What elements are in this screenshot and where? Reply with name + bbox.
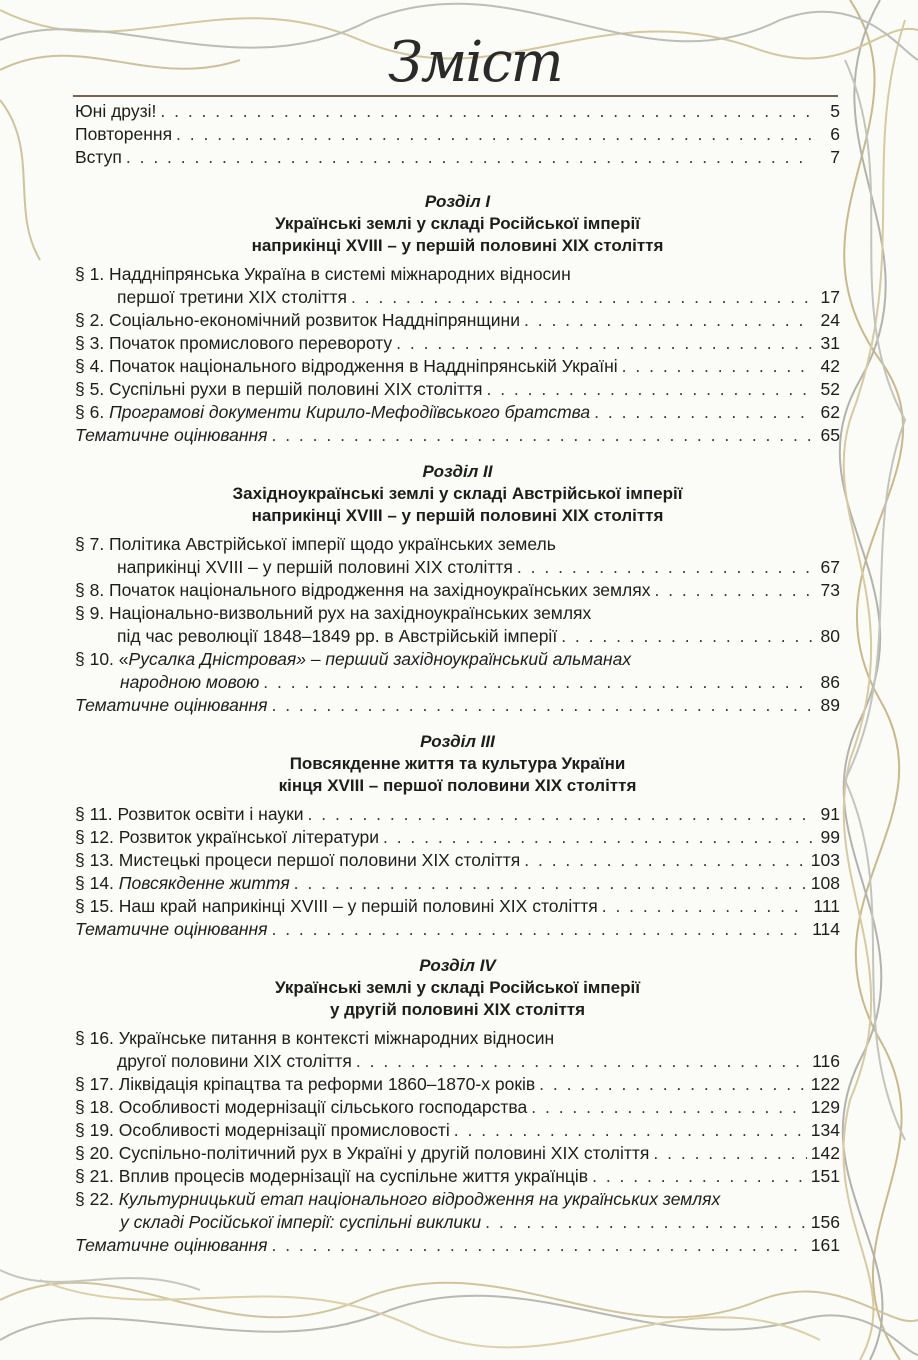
section-title-line: у другій половині XIX століття [329, 1000, 586, 1019]
entry-prefix: § 14. [75, 873, 119, 893]
entry-title: § 18. Особливості модернізації сільського господарства [75, 1097, 528, 1117]
entry-label [75, 1096, 527, 1119]
table-of-contents [75, 100, 840, 1257]
leader-dots [294, 872, 807, 895]
section-title-line: Українські землі у складі Російської імперії [275, 214, 640, 233]
leader-dots [351, 286, 812, 309]
entry-title: § 12. Розвиток української літератури [75, 827, 379, 847]
page-title: Зміст [388, 30, 562, 95]
toc-entry [75, 1234, 840, 1257]
page-number: 91 [820, 804, 840, 824]
entry-title-line2: першої третини XIX століття [117, 287, 348, 307]
entry-prefix: § 22. [75, 1189, 119, 1209]
entry-title-line2: народною мовою [120, 672, 260, 692]
entry-title: Культурницький етап національного відродження на українських землях [118, 1189, 721, 1209]
entry-label [75, 579, 650, 602]
section-number: Розділ I [424, 192, 491, 211]
entry-label [75, 694, 267, 717]
entry-title: Тематичне оцінювання [75, 1235, 268, 1255]
leader-dots [524, 309, 812, 332]
toc-entry [75, 1073, 840, 1096]
leader-dots [271, 694, 812, 717]
entry-label [75, 895, 598, 918]
entry-title-line2: наприкінці XVIII – у першій половині XIX століття [117, 557, 513, 577]
leader-dots [308, 803, 812, 826]
toc-entry [75, 378, 840, 401]
page-number: 17 [820, 287, 840, 307]
toc-entry [75, 355, 840, 378]
toc-entry [75, 1211, 840, 1234]
toc-entry [75, 123, 840, 146]
entry-title: § 17. Ліквідація кріпацтва та реформи 1860–1870-х років [75, 1074, 536, 1094]
leader-dots [592, 1165, 807, 1188]
toc-entry [75, 424, 840, 447]
leader-dots [454, 1119, 807, 1142]
entry-label [75, 872, 290, 895]
toc-entry [75, 671, 840, 694]
page-number: 67 [820, 557, 840, 577]
leader-dots [271, 1234, 806, 1257]
section-header [75, 461, 840, 527]
page-number: 6 [830, 124, 840, 144]
section-header [75, 191, 840, 257]
entry-prefix: § 10. « [75, 649, 129, 669]
title-rule [73, 95, 838, 97]
page-number: 62 [820, 402, 840, 422]
leader-dots [602, 895, 810, 918]
entry-label [75, 401, 590, 424]
section-title-line: наприкінці XVIII – у першій половині XIX століття [251, 236, 664, 255]
entry-first-line [75, 533, 840, 556]
entry-title: § 11. Розвиток освіти і науки [75, 804, 304, 824]
toc-entry [75, 1096, 840, 1119]
leader-dots [539, 1073, 807, 1096]
entry-label [75, 1073, 535, 1096]
entry-label [75, 849, 520, 872]
entry-title: Тематичне оцінювання [75, 919, 268, 939]
entry-title: Тематичне оцінювання [75, 695, 268, 715]
entry-title: § 16. Українське питання в контексті міжнародних відносин [75, 1028, 555, 1048]
entry-title: § 2. Соціально-економічний розвиток Наддніпрянщини [75, 310, 520, 330]
page-number: 151 [810, 1166, 840, 1186]
page-number: 116 [812, 1051, 840, 1071]
entry-first-line [75, 648, 840, 671]
entry-title: § 3. Початок промислового перевороту [75, 333, 393, 353]
entry-title: § 5. Суспільні рухи в першій половині XIX століття [75, 379, 483, 399]
toc-entry [75, 332, 840, 355]
toc-entry [75, 579, 840, 602]
toc-entry [75, 146, 840, 169]
entry-title: § 1. Наддніпрянська Україна в системі міжнародних відносин [75, 264, 571, 284]
toc-entry [75, 1119, 840, 1142]
page-number: 31 [820, 333, 840, 353]
entry-first-line [75, 1027, 840, 1050]
leader-dots [356, 1050, 808, 1073]
page-number: 99 [820, 827, 840, 847]
toc-entry [75, 826, 840, 849]
entry-first-line [75, 602, 840, 625]
entry-label: Вступ [75, 147, 122, 167]
entry-label [75, 1142, 649, 1165]
page-number: 65 [820, 425, 840, 445]
leader-dots [531, 1096, 807, 1119]
entry-label [75, 671, 259, 694]
leader-dots [485, 1211, 807, 1234]
page-number: 52 [820, 379, 840, 399]
toc-entry [75, 1050, 840, 1073]
leader-dots [622, 355, 812, 378]
leader-dots [524, 849, 807, 872]
section-title-line: Повсякденне життя та культура України [289, 754, 626, 773]
entry-label [75, 918, 267, 941]
page-number: 73 [820, 580, 840, 600]
entry-label: Повторення [75, 124, 173, 144]
entry-title: § 9. Національно-визвольний рух на західноукраїнських землях [75, 603, 592, 623]
entry-label [75, 355, 618, 378]
toc-entry [75, 849, 840, 872]
page-number: 89 [820, 695, 840, 715]
page-number: 7 [830, 147, 840, 167]
entry-title: § 4. Початок національного відродження в Наддніпрянській Україні [75, 356, 618, 376]
section-number: Розділ II [422, 462, 493, 481]
entry-label: Юні друзі! [75, 101, 157, 121]
leader-dots [176, 123, 812, 146]
entry-prefix: § 6. [75, 402, 110, 422]
entry-title: Повсякденне життя [118, 873, 290, 893]
leader-dots [396, 332, 812, 355]
page-number: 161 [810, 1235, 840, 1255]
page-number: 103 [810, 850, 840, 870]
page-number: 108 [810, 873, 840, 893]
section-number: Розділ IV [419, 956, 496, 975]
page-number: 114 [812, 919, 840, 939]
page-number: 86 [820, 672, 840, 692]
toc-entry [75, 309, 840, 332]
leader-dots [263, 671, 812, 694]
section-title-line: Західноукраїнські землі у складі Австрійської імперії [232, 484, 683, 503]
leader-dots [271, 424, 812, 447]
toc-entry [75, 694, 840, 717]
entry-label [75, 286, 347, 309]
page-number: 156 [810, 1212, 840, 1232]
entry-label [75, 378, 482, 401]
entry-title: § 8. Початок національного відродження на західноукраїнських землях [75, 580, 651, 600]
entry-title: § 19. Особливості модернізації промисловості [75, 1120, 450, 1140]
entry-title: § 20. Суспільно-політичний рух в Україні у другій половині XIX століття [75, 1143, 650, 1163]
leader-dots [126, 146, 812, 169]
entry-label [75, 1211, 481, 1234]
entry-title: § 15. Наш край наприкінці XVIII – у першій половині XIX століття [75, 896, 598, 916]
entry-title: Тематичне оцінювання [75, 425, 268, 445]
leader-dots [271, 918, 808, 941]
page-number: 5 [830, 101, 840, 121]
leader-dots [517, 556, 812, 579]
toc-entry [75, 286, 840, 309]
page-number: 142 [810, 1143, 840, 1163]
toc-entry [75, 401, 840, 424]
toc-entry [75, 872, 840, 895]
entry-title: § 21. Вплив процесів модернізації на суспільне життя українців [75, 1166, 589, 1186]
section-header [75, 955, 840, 1021]
entry-title-cont: » – перший західноукраїнський альманах [296, 649, 632, 669]
toc-entry [75, 803, 840, 826]
entry-label [75, 1165, 588, 1188]
leader-dots [653, 1142, 806, 1165]
entry-title-line2: другої половини XIX століття [117, 1051, 352, 1071]
toc-entry [75, 918, 840, 941]
entry-label [75, 424, 267, 447]
entry-first-line [75, 1188, 840, 1211]
entry-label [75, 625, 557, 648]
page-number: 122 [810, 1074, 840, 1094]
page-number: 129 [810, 1097, 840, 1117]
entry-title: § 13. Мистецькі процеси першої половини XIX століття [75, 850, 521, 870]
entry-label [75, 1234, 267, 1257]
page-title-block [380, 16, 562, 96]
entry-title: § 7. Політика Австрійської імперії щодо українських земель [75, 534, 556, 554]
entry-title-line2: під час революції 1848–1849 рр. в Австрійській імперії [117, 626, 558, 646]
toc-entry [75, 556, 840, 579]
section-number: Розділ III [420, 732, 495, 751]
entry-title-line2: у складі Російської імперії: суспільні виклики [120, 1212, 482, 1232]
entry-label [75, 332, 392, 355]
entry-title: Русалка Дністровая [128, 649, 297, 669]
leader-dots [160, 100, 812, 123]
entry-title: Програмові документи Кирило-Мефодіївського братства [109, 402, 591, 422]
toc-entry [75, 625, 840, 648]
leader-dots [594, 401, 812, 424]
page-number: 80 [820, 626, 840, 646]
entry-label [75, 309, 520, 332]
page-number: 134 [810, 1120, 840, 1140]
page-number: 111 [813, 896, 840, 916]
entry-first-line [75, 263, 840, 286]
entry-label [75, 1119, 450, 1142]
leader-dots [561, 625, 812, 648]
toc-entry [75, 1142, 840, 1165]
leader-dots [486, 378, 812, 401]
leader-dots [654, 579, 812, 602]
section-title-line: кінця XVIII – першої половини XIX століття [278, 776, 637, 795]
toc-entry [75, 895, 840, 918]
entry-label [75, 1050, 352, 1073]
section-title-line: наприкінці XVIII – у першій половині XIX століття [251, 506, 664, 525]
leader-dots [383, 826, 812, 849]
section-header [75, 731, 840, 797]
toc-entry [75, 100, 840, 123]
entry-label [75, 803, 304, 826]
page-number: 24 [820, 310, 840, 330]
toc-entry [75, 1165, 840, 1188]
entry-label [75, 826, 379, 849]
entry-label [75, 556, 513, 579]
page-number: 42 [820, 356, 840, 376]
section-title-line: Українські землі у складі Російської імперії [275, 978, 640, 997]
